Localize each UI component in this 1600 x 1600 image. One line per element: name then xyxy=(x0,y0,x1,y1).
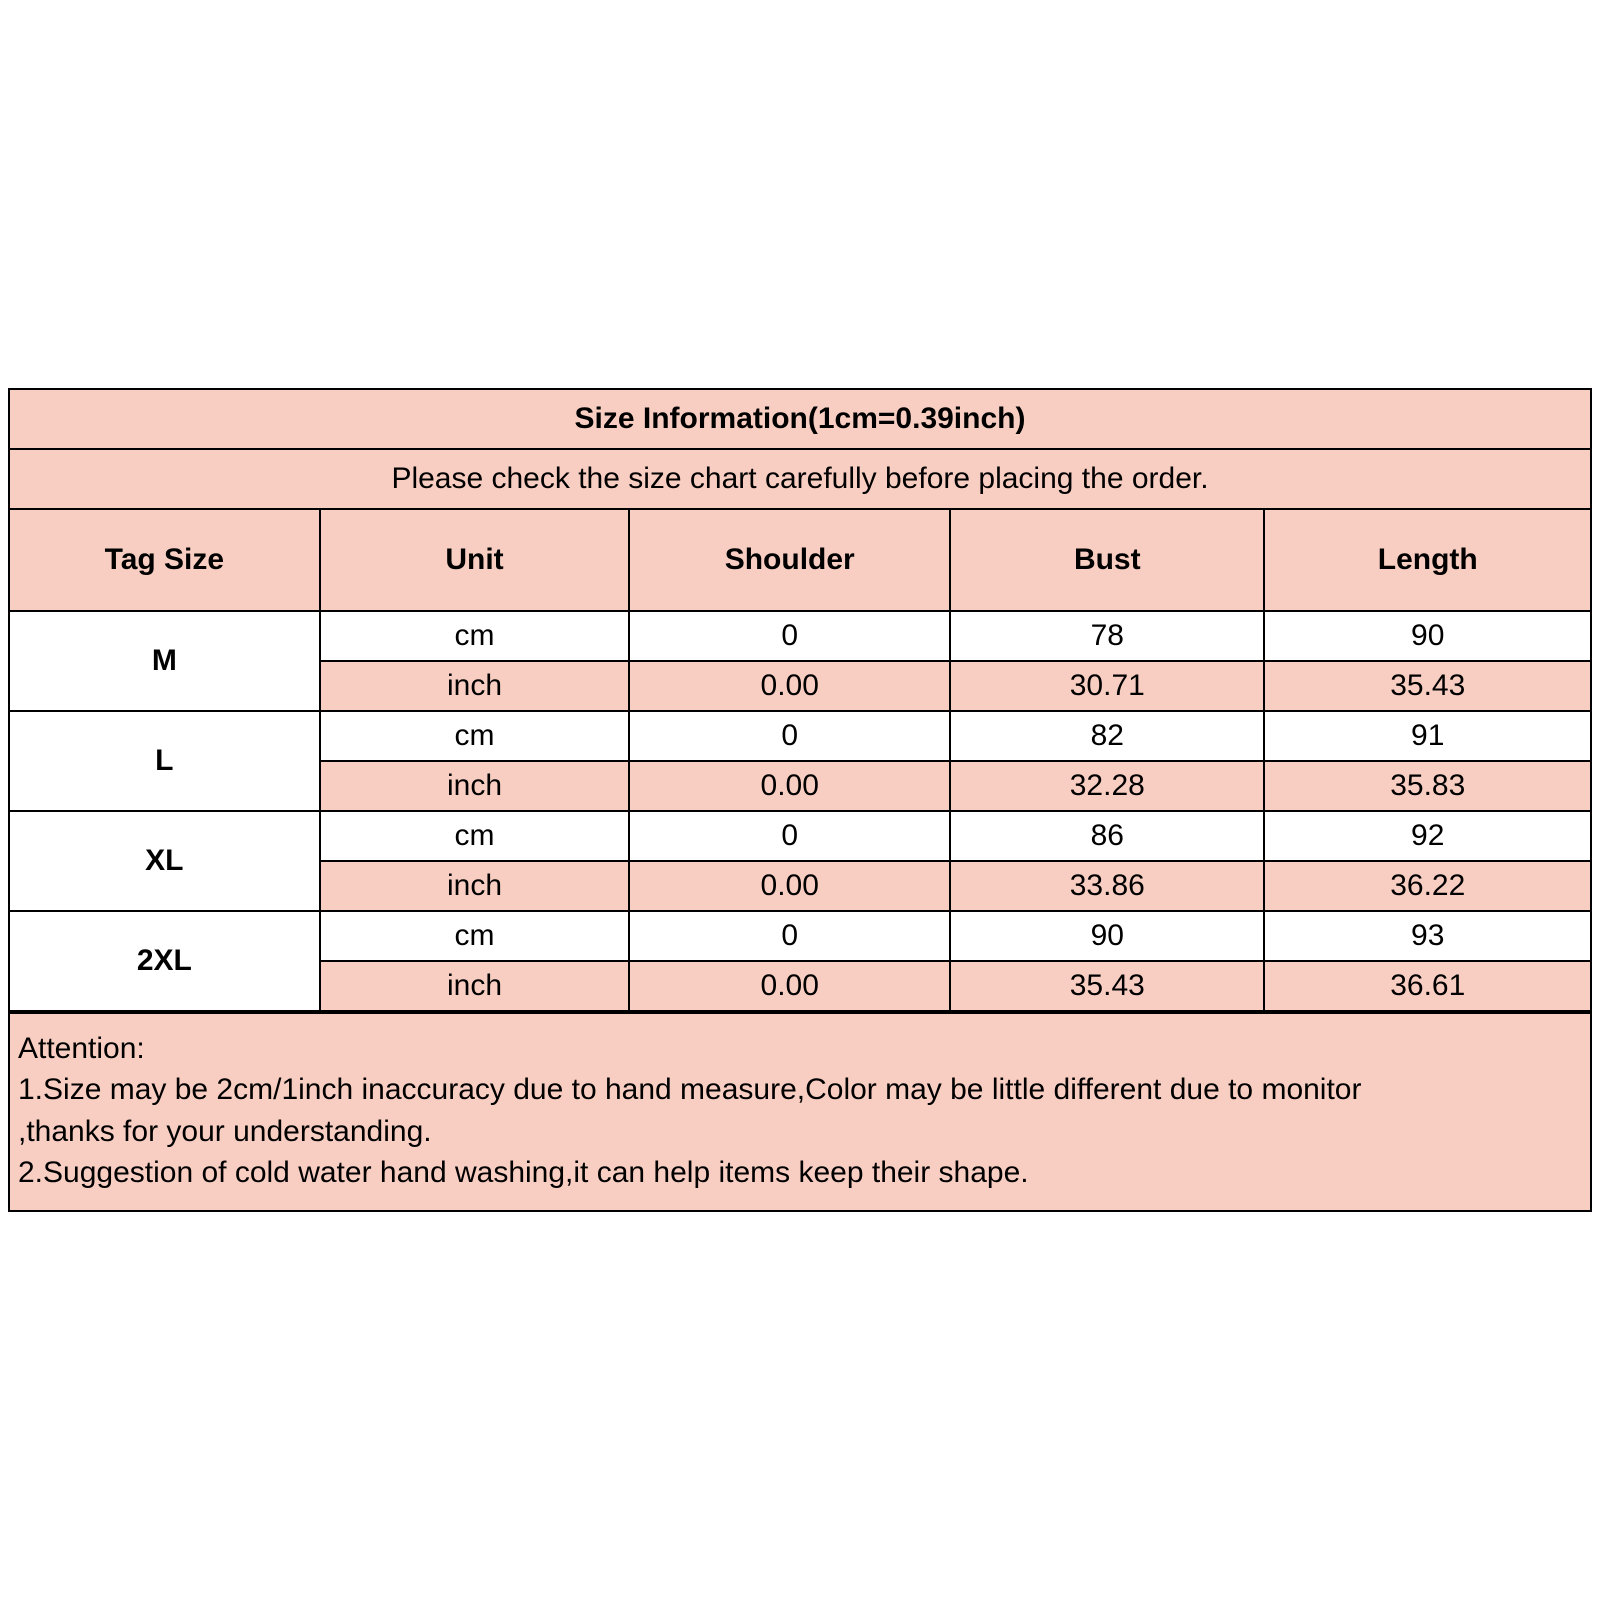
unit-label-cm: cm xyxy=(320,911,630,961)
unit-label-inch: inch xyxy=(320,961,630,1011)
table-row xyxy=(10,611,1590,661)
table-header-row xyxy=(10,509,1590,611)
size-information-table xyxy=(10,390,1590,1012)
bust-value-inch: 33.86 xyxy=(950,861,1264,911)
table-title-row xyxy=(10,390,1590,449)
tag-size-value: XL xyxy=(10,811,320,911)
column-header-unit: Unit xyxy=(320,509,630,611)
tag-size-value: M xyxy=(10,611,320,711)
length-value-cm: 93 xyxy=(1264,911,1590,961)
chart-subtitle: Please check the size chart carefully before placing the order. xyxy=(10,449,1590,509)
table-row xyxy=(10,711,1590,761)
shoulder-value-inch: 0.00 xyxy=(629,761,950,811)
attention-line-1: 1.Size may be 2cm/1inch inaccuracy due to hand measure,Color may be little different due to monitor xyxy=(18,1073,1362,1107)
attention-line-2: ,thanks for your understanding. xyxy=(18,1114,432,1148)
length-value-inch: 36.22 xyxy=(1264,861,1590,911)
size-chart-panel xyxy=(8,388,1592,1212)
table-row xyxy=(10,911,1590,961)
table-row xyxy=(10,811,1590,861)
length-value-cm: 90 xyxy=(1264,611,1590,661)
tag-size-value: 2XL xyxy=(10,911,320,1011)
bust-value-inch: 30.71 xyxy=(950,661,1264,711)
unit-label-inch: inch xyxy=(320,761,630,811)
unit-label-inch: inch xyxy=(320,861,630,911)
unit-label-cm: cm xyxy=(320,611,630,661)
attention-line-3: 2.Suggestion of cold water hand washing,it can help items keep their shape. xyxy=(18,1156,1029,1190)
table-subtitle-row xyxy=(10,449,1590,509)
shoulder-value-inch: 0.00 xyxy=(629,961,950,1011)
length-value-inch: 36.61 xyxy=(1264,961,1590,1011)
shoulder-value-cm: 0 xyxy=(629,711,950,761)
column-header-shoulder: Shoulder xyxy=(629,509,950,611)
length-value-inch: 35.43 xyxy=(1264,661,1590,711)
length-value-cm: 91 xyxy=(1264,711,1590,761)
length-value-cm: 92 xyxy=(1264,811,1590,861)
attention-heading: Attention: xyxy=(18,1032,145,1065)
bust-value-inch: 32.28 xyxy=(950,761,1264,811)
bust-value-cm: 86 xyxy=(950,811,1264,861)
shoulder-value-cm: 0 xyxy=(629,911,950,961)
bust-value-cm: 78 xyxy=(950,611,1264,661)
length-value-inch: 35.83 xyxy=(1264,761,1590,811)
shoulder-value-inch: 0.00 xyxy=(629,661,950,711)
shoulder-value-cm: 0 xyxy=(629,611,950,661)
bust-value-inch: 35.43 xyxy=(950,961,1264,1011)
unit-label-inch: inch xyxy=(320,661,630,711)
attention-note xyxy=(10,1012,1590,1210)
bust-value-cm: 90 xyxy=(950,911,1264,961)
column-header-tag-size: Tag Size xyxy=(10,509,320,611)
bust-value-cm: 82 xyxy=(950,711,1264,761)
shoulder-value-cm: 0 xyxy=(629,811,950,861)
chart-title: Size Information(1cm=0.39inch) xyxy=(10,390,1590,449)
column-header-length: Length xyxy=(1264,509,1590,611)
unit-label-cm: cm xyxy=(320,711,630,761)
shoulder-value-inch: 0.00 xyxy=(629,861,950,911)
column-header-bust: Bust xyxy=(950,509,1264,611)
unit-label-cm: cm xyxy=(320,811,630,861)
tag-size-value: L xyxy=(10,711,320,811)
